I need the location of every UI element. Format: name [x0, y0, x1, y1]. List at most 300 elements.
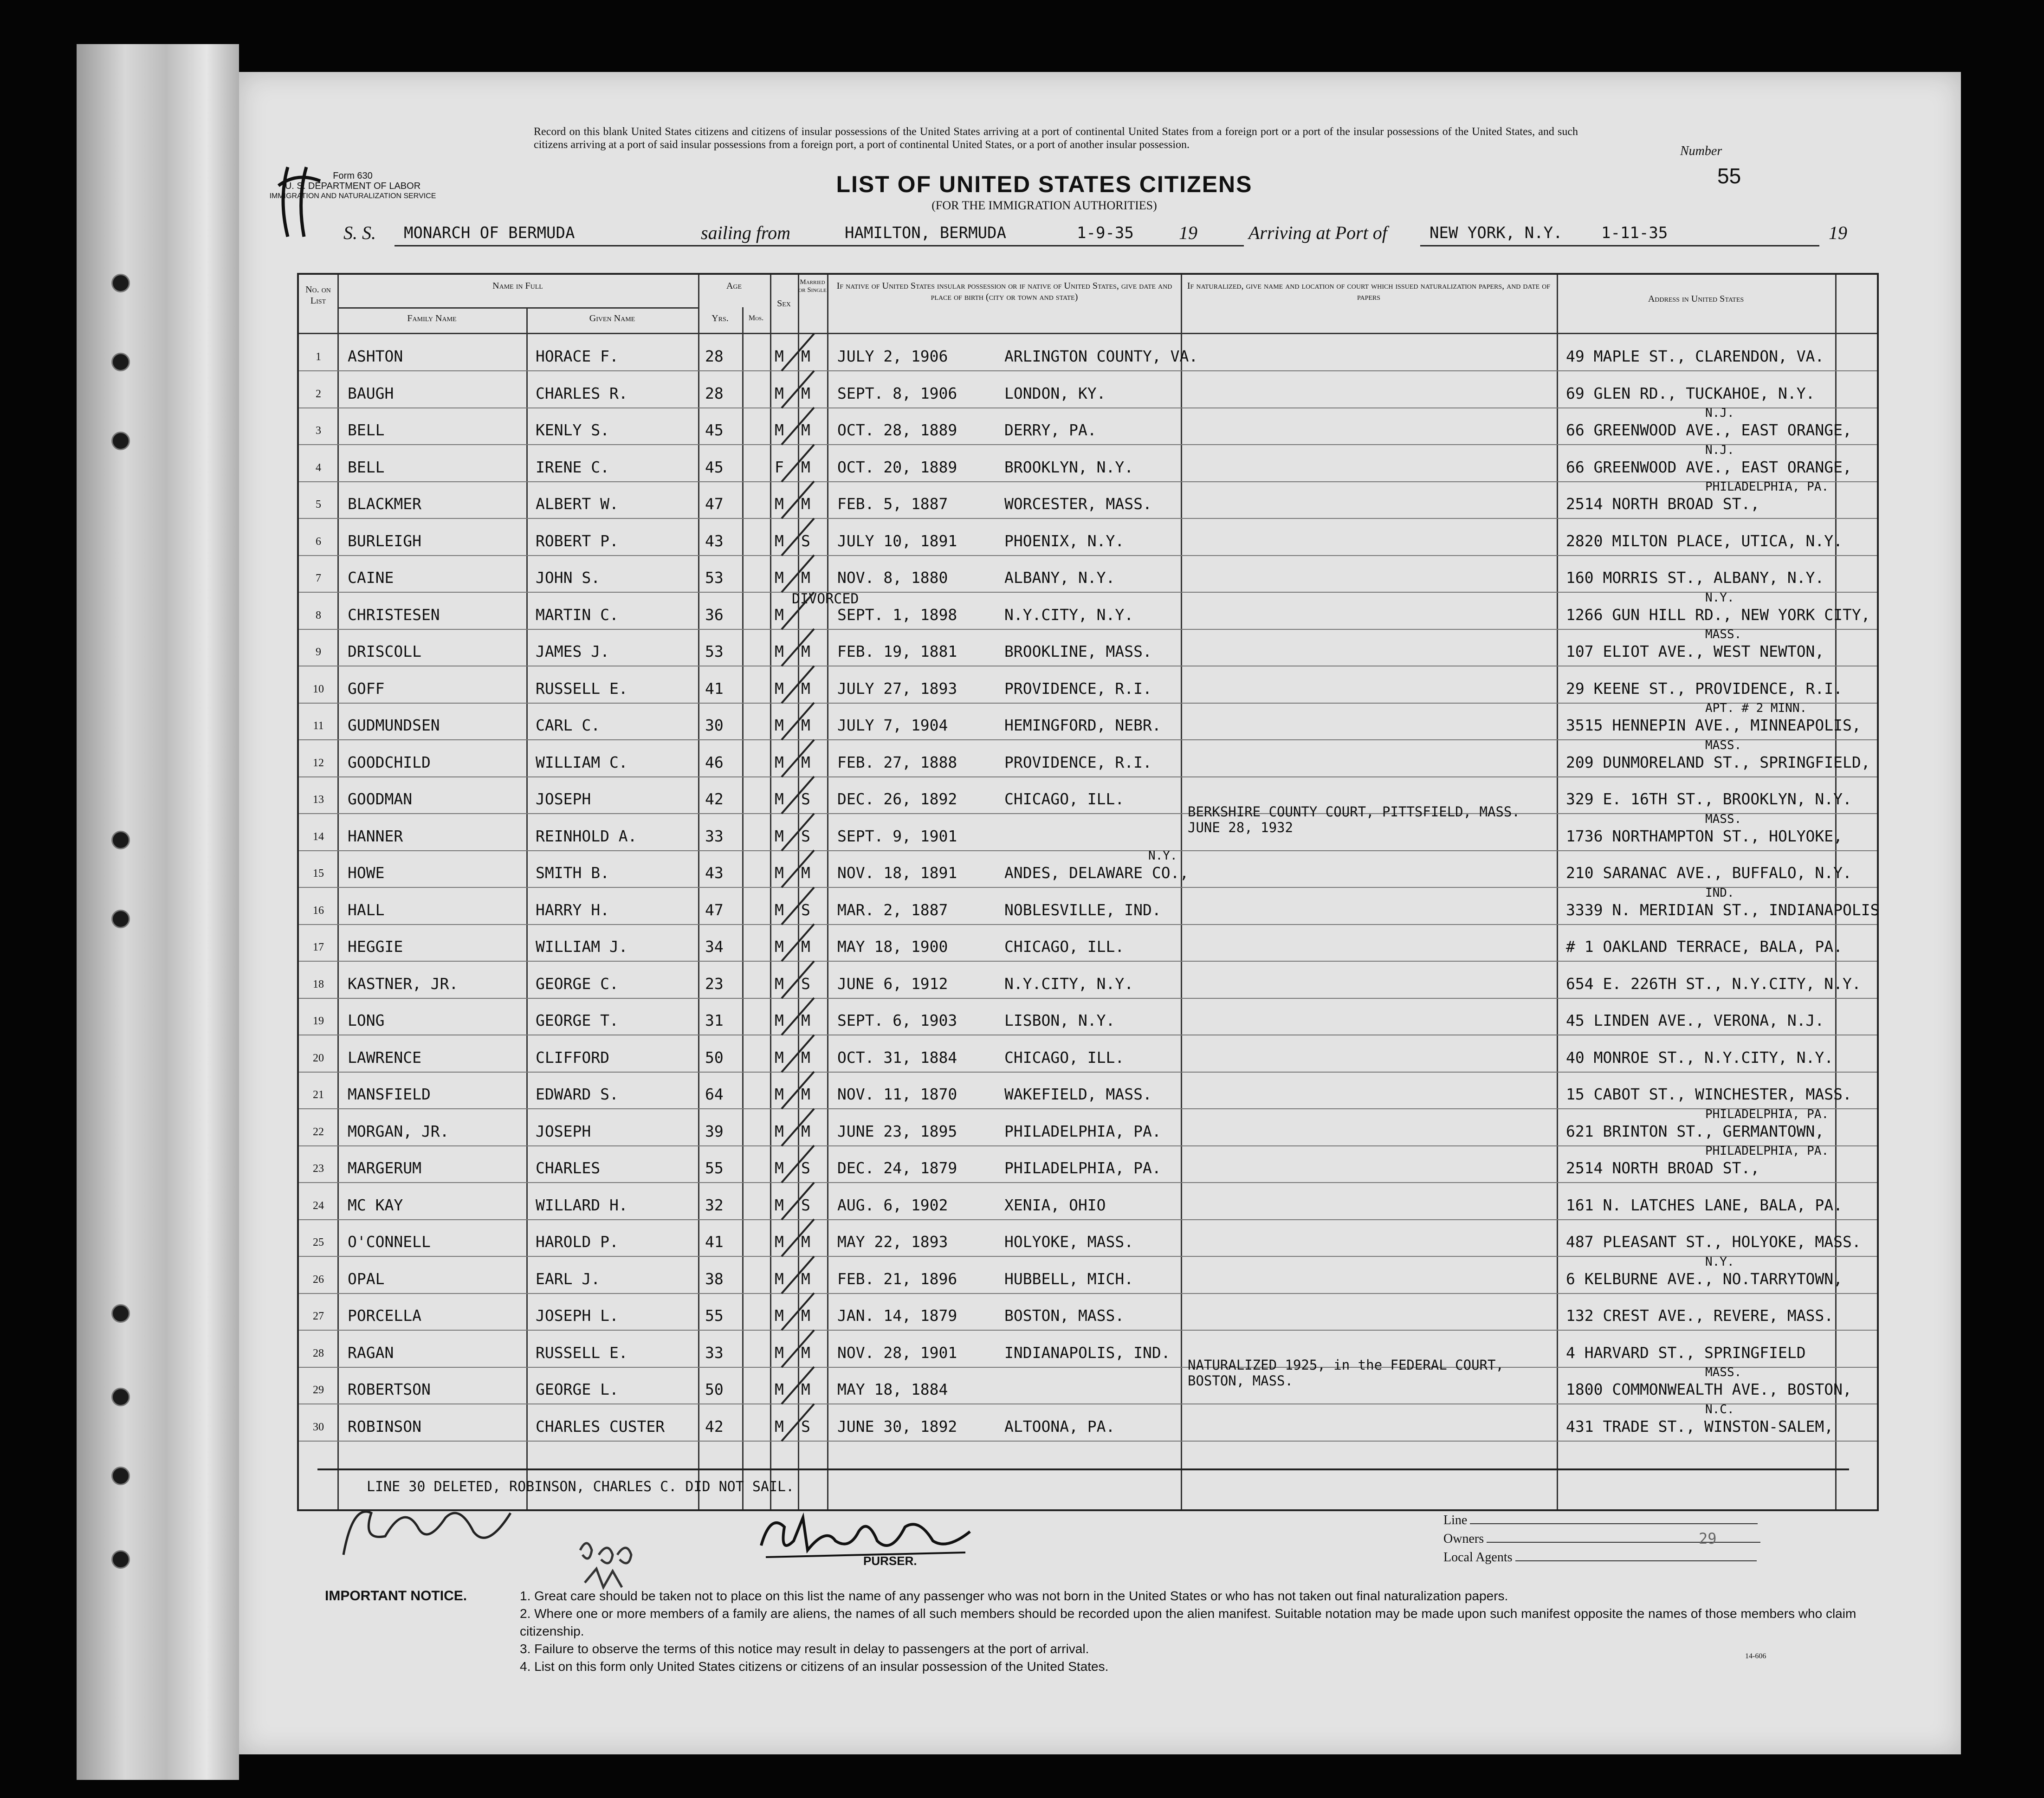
- cell-bdate: SEPT. 9, 1901: [837, 827, 957, 845]
- cell-sex: M: [775, 605, 784, 624]
- cell-ms: M: [801, 421, 810, 439]
- cell-family: MANSFIELD: [348, 1085, 431, 1103]
- header-age: Age: [726, 281, 742, 291]
- cell-ms: S: [801, 790, 810, 808]
- cell-age: 43: [705, 531, 724, 550]
- notice-item-4: 4. List on this form only United States citizens or citizens of an insular possession of the United States.: [520, 1659, 1109, 1674]
- cell-bdate: NOV. 18, 1891: [837, 864, 957, 882]
- cell-bplace: NOBLESVILLE, IND.: [1004, 900, 1161, 919]
- table-row: [299, 1146, 1877, 1183]
- cell-addr: 15 CABOT ST., WINCHESTER, MASS.: [1566, 1085, 1852, 1103]
- cell-given: JOSEPH: [536, 790, 591, 808]
- cell-sex: M: [775, 495, 784, 513]
- punch-hole: [111, 1550, 130, 1569]
- cell-sex: M: [775, 1343, 784, 1362]
- cell-age: 55: [705, 1159, 724, 1177]
- cell-family: CHRISTESEN: [348, 605, 440, 624]
- strike-through-line-30: [317, 1468, 1849, 1470]
- cell-given: HORACE F.: [536, 347, 619, 365]
- check-tick-mark: [777, 516, 819, 558]
- check-tick-mark: [777, 848, 819, 890]
- cell-sex: M: [775, 421, 784, 439]
- cell-addr-top: N.J.: [1705, 406, 1734, 420]
- cell-age: 46: [705, 753, 724, 771]
- cell-addr: 160 MORRIS ST., ALBANY, N.Y.: [1566, 569, 1824, 587]
- cell-bdate: DEC. 26, 1892: [837, 790, 957, 808]
- check-tick-mark: [777, 1291, 819, 1332]
- cell-bplace: PHOENIX, N.Y.: [1004, 531, 1125, 550]
- cell-ms: S: [801, 1196, 810, 1214]
- cell-ms: M: [801, 642, 810, 660]
- check-tick-mark: [777, 331, 819, 373]
- cell-ms: S: [801, 531, 810, 550]
- notice-title: IMPORTANT NOTICE.: [325, 1588, 467, 1604]
- check-tick-mark: [777, 700, 819, 742]
- cell-ms: S: [801, 1159, 810, 1177]
- arrival-date: 1-11-35: [1601, 224, 1668, 242]
- cell-age: 30: [705, 716, 724, 734]
- cell-sex: M: [775, 642, 784, 660]
- cell-bplace: WAKEFIELD, MASS.: [1004, 1085, 1152, 1103]
- cell-family: KASTNER, JR.: [348, 974, 459, 993]
- cell-sex: M: [775, 938, 784, 956]
- table-row: [299, 803, 1877, 851]
- underline: [835, 245, 1244, 246]
- table-row: [299, 998, 1877, 1035]
- cell-bplace: HEMINGFORD, NEBR.: [1004, 716, 1161, 734]
- cell-bdate: FEB. 5, 1887: [837, 495, 948, 513]
- cell-bplace: PHILADELPHIA, PA.: [1004, 1159, 1161, 1177]
- cell-bplace: N.Y.CITY, N.Y.: [1004, 605, 1134, 624]
- header-yrs: Yrs.: [712, 313, 729, 323]
- cell-bdate: JAN. 14, 1879: [837, 1306, 957, 1325]
- check-tick-mark: [777, 811, 819, 853]
- check-tick-mark: [777, 1254, 819, 1296]
- cell-given: MARTIN C.: [536, 605, 619, 624]
- cell-age: 41: [705, 1233, 724, 1251]
- cell-addr-top: PHILADELPHIA, PA.: [1705, 1107, 1829, 1121]
- table-row: [299, 851, 1877, 887]
- cell-bplace: WORCESTER, MASS.: [1004, 495, 1152, 513]
- cell-ms: M: [801, 938, 810, 956]
- check-tick-mark: [777, 1143, 819, 1185]
- cell-family: ROBERTSON: [348, 1380, 431, 1398]
- cell-addr: 3339 N. MERIDIAN ST., INDIANAPOLIS: [1566, 900, 1880, 919]
- table-row: [299, 1331, 1877, 1367]
- cell-addr: 1800 COMMONWEALTH AVE., BOSTON,: [1566, 1380, 1852, 1398]
- header-birth: If native of United States insular possession or if native of United States, give date and place of birth (city or town and state): [836, 281, 1172, 302]
- cell-bplace: PROVIDENCE, R.I.: [1004, 753, 1152, 771]
- cell-bdate: JUNE 6, 1912: [837, 974, 948, 993]
- cell-bdate: JUNE 23, 1895: [837, 1122, 957, 1140]
- check-tick-mark: [777, 590, 819, 632]
- cell-given: WILLARD H.: [536, 1196, 628, 1214]
- cell-bdate: AUG. 6, 1902: [837, 1196, 948, 1214]
- cell-addr: 29 KEENE ST., PROVIDENCE, R.I.: [1566, 679, 1843, 698]
- cell-addr: 40 MONROE ST., N.Y.CITY, N.Y.: [1566, 1048, 1834, 1067]
- cell-bdate: JULY 27, 1893: [837, 679, 957, 698]
- cell-given: ROBERT P.: [536, 531, 619, 550]
- cell-bdate: NOV. 11, 1870: [837, 1085, 957, 1103]
- cell-age: 39: [705, 1122, 724, 1140]
- cell-sex: M: [775, 790, 784, 808]
- cell-given: GEORGE T.: [536, 1011, 619, 1029]
- cell-sex: M: [775, 900, 784, 919]
- cell-age: 53: [705, 642, 724, 660]
- table-row: [299, 1357, 1877, 1404]
- cell-ms: M: [801, 569, 810, 587]
- table-row: [299, 519, 1877, 556]
- check-tick-mark: [777, 1180, 819, 1222]
- cell-given: GEORGE C.: [536, 974, 619, 993]
- cell-addr: 6 KELBURNE AVE., NO.TARRYTOWN,: [1566, 1269, 1843, 1288]
- cell-addr: 1266 GUN HILL RD., NEW YORK CITY,: [1566, 605, 1870, 624]
- cell-bplace: CHICAGO, ILL.: [1004, 1048, 1125, 1067]
- cell-ms: M: [801, 1269, 810, 1288]
- check-tick-mark: [777, 442, 819, 484]
- check-tick-mark: [777, 627, 819, 668]
- table-row: [299, 629, 1877, 666]
- cell-bdate: MAY 18, 1884: [837, 1380, 948, 1398]
- cell-addr: 487 PLEASANT ST., HOLYOKE, MASS.: [1566, 1233, 1861, 1251]
- cell-family: O'CONNELL: [348, 1233, 431, 1251]
- cell-bplace: LONDON, KY.: [1004, 384, 1106, 402]
- cell-ms: M: [801, 384, 810, 402]
- cell-given: GEORGE L.: [536, 1380, 619, 1398]
- punch-hole: [111, 432, 130, 450]
- cell-sex: M: [775, 1269, 784, 1288]
- cell-addr: 329 E. 16TH ST., BROOKLYN, N.Y.: [1566, 790, 1852, 808]
- cell-ms: DIVORCED: [792, 590, 859, 607]
- cell-sex: M: [775, 384, 784, 402]
- cell-ms: M: [801, 347, 810, 365]
- cell-no: 4: [316, 461, 321, 474]
- document-code: 14-606: [1745, 1652, 1766, 1660]
- check-tick-mark: [777, 1033, 819, 1074]
- cell-sex: M: [775, 1306, 784, 1325]
- cell-no: 17: [313, 941, 324, 953]
- cell-addr: 69 GLEN RD., TUCKAHOE, N.Y.: [1566, 384, 1815, 402]
- cell-bdate: FEB. 19, 1881: [837, 642, 957, 660]
- citizens-table: [297, 273, 1879, 1511]
- cell-no: 15: [313, 867, 324, 880]
- cell-age: 45: [705, 458, 724, 476]
- cell-no: 11: [313, 720, 324, 732]
- notice-item-2: 2. Where one or more members of a family are aliens, the names of all such members should be recorded upon the alien manifest. Suitable notation may be made upon such manifest opposite the names of those members who claim citizenship.: [520, 1606, 1856, 1638]
- cell-no: 21: [313, 1089, 324, 1101]
- check-tick-mark: [777, 1365, 819, 1406]
- cell-given: CHARLES: [536, 1159, 601, 1177]
- cell-family: HALL: [348, 900, 385, 919]
- cell-addr: 2514 NORTH BROAD ST.,: [1566, 1159, 1760, 1177]
- cell-sex: M: [775, 679, 784, 698]
- cell-age: 36: [705, 605, 724, 624]
- cell-given: JOHN S.: [536, 569, 601, 587]
- cell-addr-top: APT. # 2 MINN.: [1705, 701, 1807, 715]
- cell-given: WILLIAM J.: [536, 938, 628, 956]
- cell-no: 1: [316, 351, 321, 363]
- cell-family: BELL: [348, 458, 385, 476]
- header-sex: Sex: [777, 298, 791, 309]
- cell-addr: 107 ELIOT AVE., WEST NEWTON,: [1566, 642, 1824, 660]
- cell-bplace: PHILADELPHIA, PA.: [1004, 1122, 1161, 1140]
- cell-sex: M: [775, 347, 784, 365]
- cell-family: BURLEIGH: [348, 531, 421, 550]
- cell-age: 33: [705, 827, 724, 845]
- cell-age: 28: [705, 384, 724, 402]
- cell-bplace: N.Y.CITY, N.Y.: [1004, 974, 1134, 993]
- cell-family: GOODMAN: [348, 790, 413, 808]
- cell-bplace: CHICAGO, ILL.: [1004, 938, 1125, 956]
- punch-hole: [111, 274, 130, 292]
- cell-ms: M: [801, 1011, 810, 1029]
- owners-value: 29: [1699, 1530, 1717, 1547]
- punch-hole: [111, 1388, 130, 1406]
- cell-addr: 2514 NORTH BROAD ST.,: [1566, 495, 1760, 513]
- cell-age: 43: [705, 864, 724, 882]
- punch-hole: [111, 1467, 130, 1485]
- cell-family: MC KAY: [348, 1196, 403, 1214]
- header-mos: Mos.: [748, 314, 764, 322]
- page-title: LIST OF UNITED STATES CITIZENS: [836, 171, 1253, 197]
- cell-bdate: SEPT. 1, 1898: [837, 605, 957, 624]
- cell-given: CARL C.: [536, 716, 601, 734]
- cell-age: 47: [705, 495, 724, 513]
- cell-addr: 3515 HENNEPIN AVE., MINNEAPOLIS,: [1566, 716, 1861, 734]
- arriving-label: Arriving at Port of: [1248, 222, 1387, 243]
- punch-hole: [111, 1304, 130, 1323]
- cell-bdate: OCT. 31, 1884: [837, 1048, 957, 1067]
- binder-strip: [77, 44, 239, 1780]
- cell-age: 64: [705, 1085, 724, 1103]
- cell-given: HAROLD P.: [536, 1233, 619, 1251]
- cell-no: 27: [313, 1310, 324, 1322]
- cell-age: 53: [705, 569, 724, 587]
- cell-no: 8: [316, 609, 321, 621]
- cell-addr: 621 BRINTON ST., GERMANTOWN,: [1566, 1122, 1824, 1140]
- cell-no: 5: [316, 498, 321, 511]
- cell-addr-top: MASS.: [1705, 812, 1742, 826]
- cell-given: IRENE C.: [536, 458, 609, 476]
- cell-given: EARL J.: [536, 1269, 601, 1288]
- cell-given: CHARLES CUSTER: [536, 1417, 665, 1436]
- punch-hole: [111, 910, 130, 928]
- cell-age: 50: [705, 1380, 724, 1398]
- check-tick-mark: [777, 479, 819, 521]
- cell-bdate: FEB. 21, 1896: [837, 1269, 957, 1288]
- voyage-line: [343, 222, 1856, 250]
- ss-label: S. S.: [343, 222, 376, 243]
- cell-age: 33: [705, 1343, 724, 1362]
- table-row: [299, 556, 1877, 592]
- cell-addr-top: N.C.: [1705, 1402, 1734, 1416]
- cell-ms: M: [801, 753, 810, 771]
- cell-ms: M: [801, 1085, 810, 1103]
- cell-no: 2: [316, 388, 321, 400]
- cell-no: 3: [316, 425, 321, 437]
- cell-bdate: NOV. 8, 1880: [837, 569, 948, 587]
- cell-sex: M: [775, 974, 784, 993]
- check-tick-mark: [777, 1217, 819, 1259]
- table-row: [299, 886, 1880, 925]
- table-row: [299, 1294, 1877, 1330]
- cell-addr: 45 LINDEN AVE., VERONA, N.J.: [1566, 1011, 1824, 1029]
- cell-family: CAINE: [348, 569, 394, 587]
- cell-family: ASHTON: [348, 347, 403, 365]
- cell-given: ALBERT W.: [536, 495, 619, 513]
- line-label: Line: [1443, 1513, 1468, 1527]
- cell-age: 31: [705, 1011, 724, 1029]
- cell-bdate: DEC. 24, 1879: [837, 1159, 957, 1177]
- form-number: Form 630: [333, 171, 373, 181]
- cell-sex: M: [775, 1011, 784, 1029]
- handwritten-mark: [269, 158, 339, 246]
- cell-bplace-top: N.Y.: [1148, 849, 1177, 863]
- cell-bdate: MAY 22, 1893: [837, 1233, 948, 1251]
- cell-no: 12: [313, 757, 324, 769]
- cell-sex: M: [775, 1085, 784, 1103]
- cell-no: 10: [313, 683, 324, 695]
- department-name: U. S. DEPARTMENT OF LABOR: [285, 181, 421, 191]
- cell-no: 16: [313, 904, 324, 917]
- cell-sex: M: [775, 1196, 784, 1214]
- table-row: [299, 371, 1877, 408]
- cell-given: JOSEPH: [536, 1122, 591, 1140]
- cell-ms: M: [801, 1306, 810, 1325]
- check-tick-mark: [777, 369, 819, 410]
- cell-bplace: INDIANAPOLIS, IND.: [1004, 1343, 1171, 1362]
- cell-age: 55: [705, 1306, 724, 1325]
- cell-age: 41: [705, 679, 724, 698]
- cell-bplace: BOSTON, MASS.: [1004, 1306, 1125, 1325]
- table-row: [299, 482, 1877, 518]
- cell-no: 23: [313, 1163, 324, 1175]
- cell-nat: BERKSHIRE COUNTY COURT, PITTSFIELD, MASS. JUNE 28, 1932: [1188, 803, 1520, 835]
- cell-addr: 161 N. LATCHES LANE, BALA, PA.: [1566, 1196, 1843, 1214]
- cell-given: KENLY S.: [536, 421, 609, 439]
- cell-bplace: HOLYOKE, MASS.: [1004, 1233, 1134, 1251]
- cell-bdate: JULY 7, 1904: [837, 716, 948, 734]
- underline: [1420, 245, 1819, 246]
- cell-addr: # 1 OAKLAND TERRACE, BALA, PA.: [1566, 938, 1843, 956]
- check-tick-mark: [777, 774, 819, 816]
- ship-name: MONARCH OF BERMUDA: [404, 224, 575, 242]
- cell-given: SMITH B.: [536, 864, 609, 882]
- deleted-line-note: LINE 30 DELETED, ROBINSON, CHARLES C. DID NOT SAIL.: [367, 1479, 795, 1495]
- cell-addr-top: PHILADELPHIA, PA.: [1705, 480, 1829, 494]
- cell-family: LONG: [348, 1011, 385, 1029]
- cell-ms: M: [801, 716, 810, 734]
- cell-family: BLACKMER: [348, 495, 421, 513]
- owners-label: Owners: [1443, 1532, 1484, 1546]
- cell-nat: NATURALIZED 1925, in the FEDERAL COURT, BOSTON, MASS.: [1188, 1357, 1504, 1389]
- instruction-text: Record on this blank United States citizens and citizens of insular possessions of the United States arriving at a port of continental United States from a foreign port or a port of the insular possessions of the United States, and such citizens arriving at a port of said insular possessions from a foreign port, a port of continental United States, or a port of another insular possession.: [534, 126, 1578, 151]
- cell-sex: M: [775, 1048, 784, 1067]
- cell-bdate: SEPT. 6, 1903: [837, 1011, 957, 1029]
- cell-age: 23: [705, 974, 724, 993]
- cell-bplace: HUBBELL, MICH.: [1004, 1269, 1134, 1288]
- cell-given: JOSEPH L.: [536, 1306, 619, 1325]
- cell-bplace: ALBANY, N.Y.: [1004, 569, 1115, 587]
- check-tick-mark: [777, 405, 819, 447]
- cell-bplace: DERRY, PA.: [1004, 421, 1097, 439]
- cell-given: RUSSELL E.: [536, 1343, 628, 1362]
- check-tick-mark: [777, 737, 819, 779]
- cell-ms: M: [801, 1380, 810, 1398]
- page-subtitle: (FOR THE IMMIGRATION AUTHORITIES): [931, 199, 1157, 212]
- check-tick-mark: [777, 664, 819, 705]
- header-naturalized: If naturalized, give name and location of court which issued naturalization papers, and date of papers: [1187, 281, 1551, 302]
- cell-addr: 66 GREENWOOD AVE., EAST ORANGE,: [1566, 458, 1852, 476]
- number-value: 55: [1717, 164, 1741, 188]
- cell-given: HARRY H.: [536, 900, 609, 919]
- cell-no: 24: [313, 1199, 324, 1212]
- cell-family: RAGAN: [348, 1343, 394, 1362]
- cell-sex: M: [775, 1159, 784, 1177]
- table-row: [299, 1183, 1877, 1220]
- cell-no: 30: [313, 1421, 324, 1433]
- cell-family: MARGERUM: [348, 1159, 421, 1177]
- cell-bplace: BROOKLINE, MASS.: [1004, 642, 1152, 660]
- cell-age: 45: [705, 421, 724, 439]
- table-row: [299, 666, 1877, 703]
- cell-age: 34: [705, 938, 724, 956]
- table-row: [299, 1404, 1877, 1441]
- cell-addr: 132 CREST AVE., REVERE, MASS.: [1566, 1306, 1834, 1325]
- header-given-name: Given Name: [589, 313, 635, 323]
- cell-bplace: BROOKLYN, N.Y.: [1004, 458, 1134, 476]
- cell-given: RUSSELL E.: [536, 679, 628, 698]
- cell-age: 47: [705, 900, 724, 919]
- cell-no: 14: [313, 830, 324, 843]
- cell-bdate: NOV. 28, 1901: [837, 1343, 957, 1362]
- cell-no: 6: [316, 535, 321, 548]
- cell-addr: 431 TRADE ST., WINSTON-SALEM,: [1566, 1417, 1834, 1436]
- cell-ms: S: [801, 974, 810, 993]
- cell-addr: 1736 NORTHAMPTON ST., HOLYOKE,: [1566, 827, 1843, 845]
- cell-addr: 210 SARANAC AVE., BUFFALO, N.Y.: [1566, 864, 1852, 882]
- cell-no: 9: [316, 646, 321, 658]
- cell-age: 32: [705, 1196, 724, 1214]
- cell-addr: 4 HARVARD ST., SPRINGFIELD: [1566, 1343, 1806, 1362]
- check-tick-mark: [777, 959, 819, 1001]
- header-married-single: Married or Single: [798, 278, 827, 294]
- cell-no: 22: [313, 1125, 324, 1138]
- header-no: No. on List: [305, 285, 331, 306]
- check-tick-mark: [777, 1328, 819, 1370]
- cell-addr-top: IND.: [1705, 886, 1734, 900]
- cell-ms: M: [801, 495, 810, 513]
- table-row: [299, 1035, 1877, 1072]
- cell-no: 20: [313, 1052, 324, 1064]
- cell-bplace: XENIA, OHIO: [1004, 1196, 1106, 1214]
- cell-given: REINHOLD A.: [536, 827, 637, 845]
- table-row: [299, 1220, 1877, 1256]
- table-row: [299, 445, 1877, 482]
- cell-age: 42: [705, 790, 724, 808]
- cell-family: BELL: [348, 421, 385, 439]
- cell-bdate: MAR. 2, 1887: [837, 900, 948, 919]
- punch-hole: [111, 831, 130, 849]
- table-row: [299, 962, 1877, 998]
- cell-bplace: LISBON, N.Y.: [1004, 1011, 1115, 1029]
- cell-no: 26: [313, 1273, 324, 1286]
- cell-addr: 2820 MILTON PLACE, UTICA, N.Y.: [1566, 531, 1843, 550]
- cell-ms: M: [801, 1122, 810, 1140]
- cell-ms: S: [801, 827, 810, 845]
- cell-ms: M: [801, 679, 810, 698]
- service-name: IMMIGRATION AND NATURALIZATION SERVICE: [269, 192, 436, 200]
